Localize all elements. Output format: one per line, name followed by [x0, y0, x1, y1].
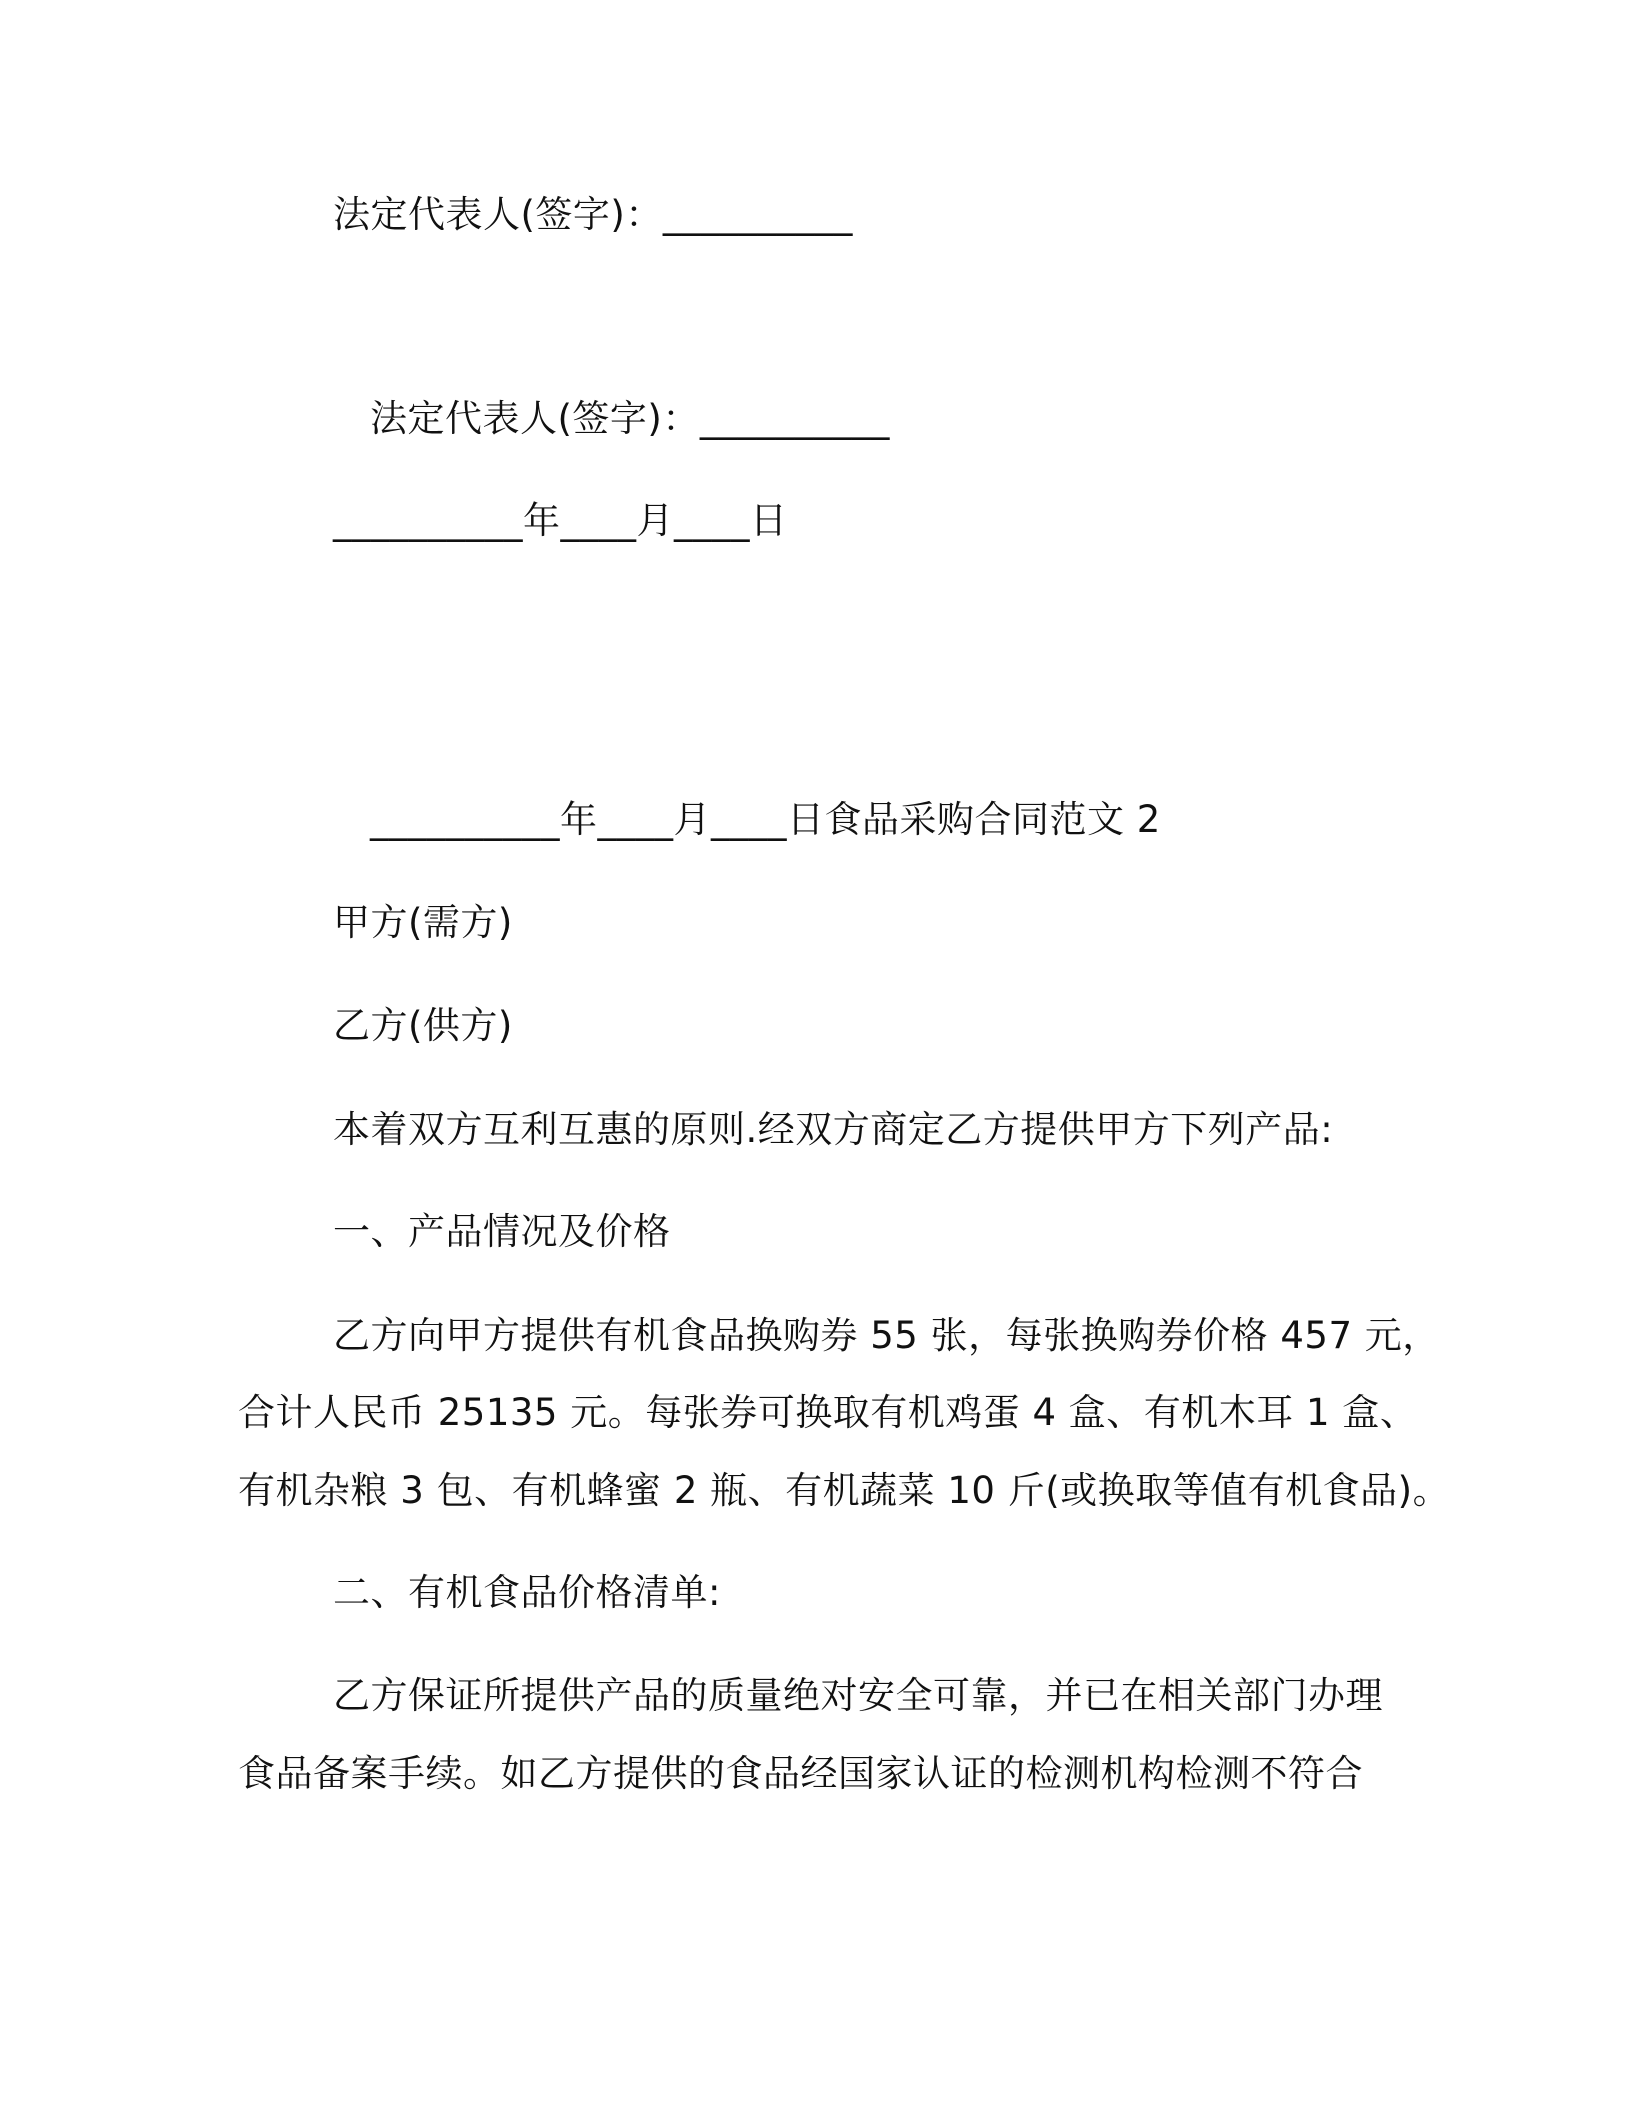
intro-paragraph: 本着双方互利互惠的原则.经双方商定乙方提供甲方下列产品: — [333, 1108, 1334, 1151]
section-1-paragraph-line-3: 有机杂粮 3 包、有机蜂蜜 2 瓶、有机蔬菜 10 斤(或换取等值有机食品)。 — [238, 1469, 1451, 1512]
section-1-paragraph-line-1: 乙方向甲方提供有机食品换购券 55 张，每张换购券价格 457 元， — [333, 1314, 1440, 1357]
section-2-heading: 二、有机食品价格清单: — [333, 1571, 721, 1614]
party-b-label: 乙方(供方) — [333, 1004, 513, 1047]
party-a-label: 甲方(需方) — [333, 901, 513, 944]
section-1-paragraph-line-2: 合计人民币 25135 元。每张券可换取有机鸡蛋 4 盒、有机木耳 1 盒、 — [238, 1391, 1418, 1434]
signature-line-2: 法定代表人(签字)：__________ — [370, 397, 890, 440]
contract-title: __________年____月____日食品采购合同范文 2 — [370, 798, 1161, 841]
section-1-heading: 一、产品情况及价格 — [333, 1210, 671, 1253]
section-2-paragraph-line-2: 食品备案手续。如乙方提供的食品经国家认证的检测机构检测不符合 — [238, 1752, 1363, 1795]
section-2-paragraph-line-1: 乙方保证所提供产品的质量绝对安全可靠，并已在相关部门办理 — [333, 1674, 1383, 1717]
date-line: __________年____月____日 — [333, 499, 788, 542]
signature-line-1: 法定代表人(签字)：__________ — [333, 193, 853, 236]
